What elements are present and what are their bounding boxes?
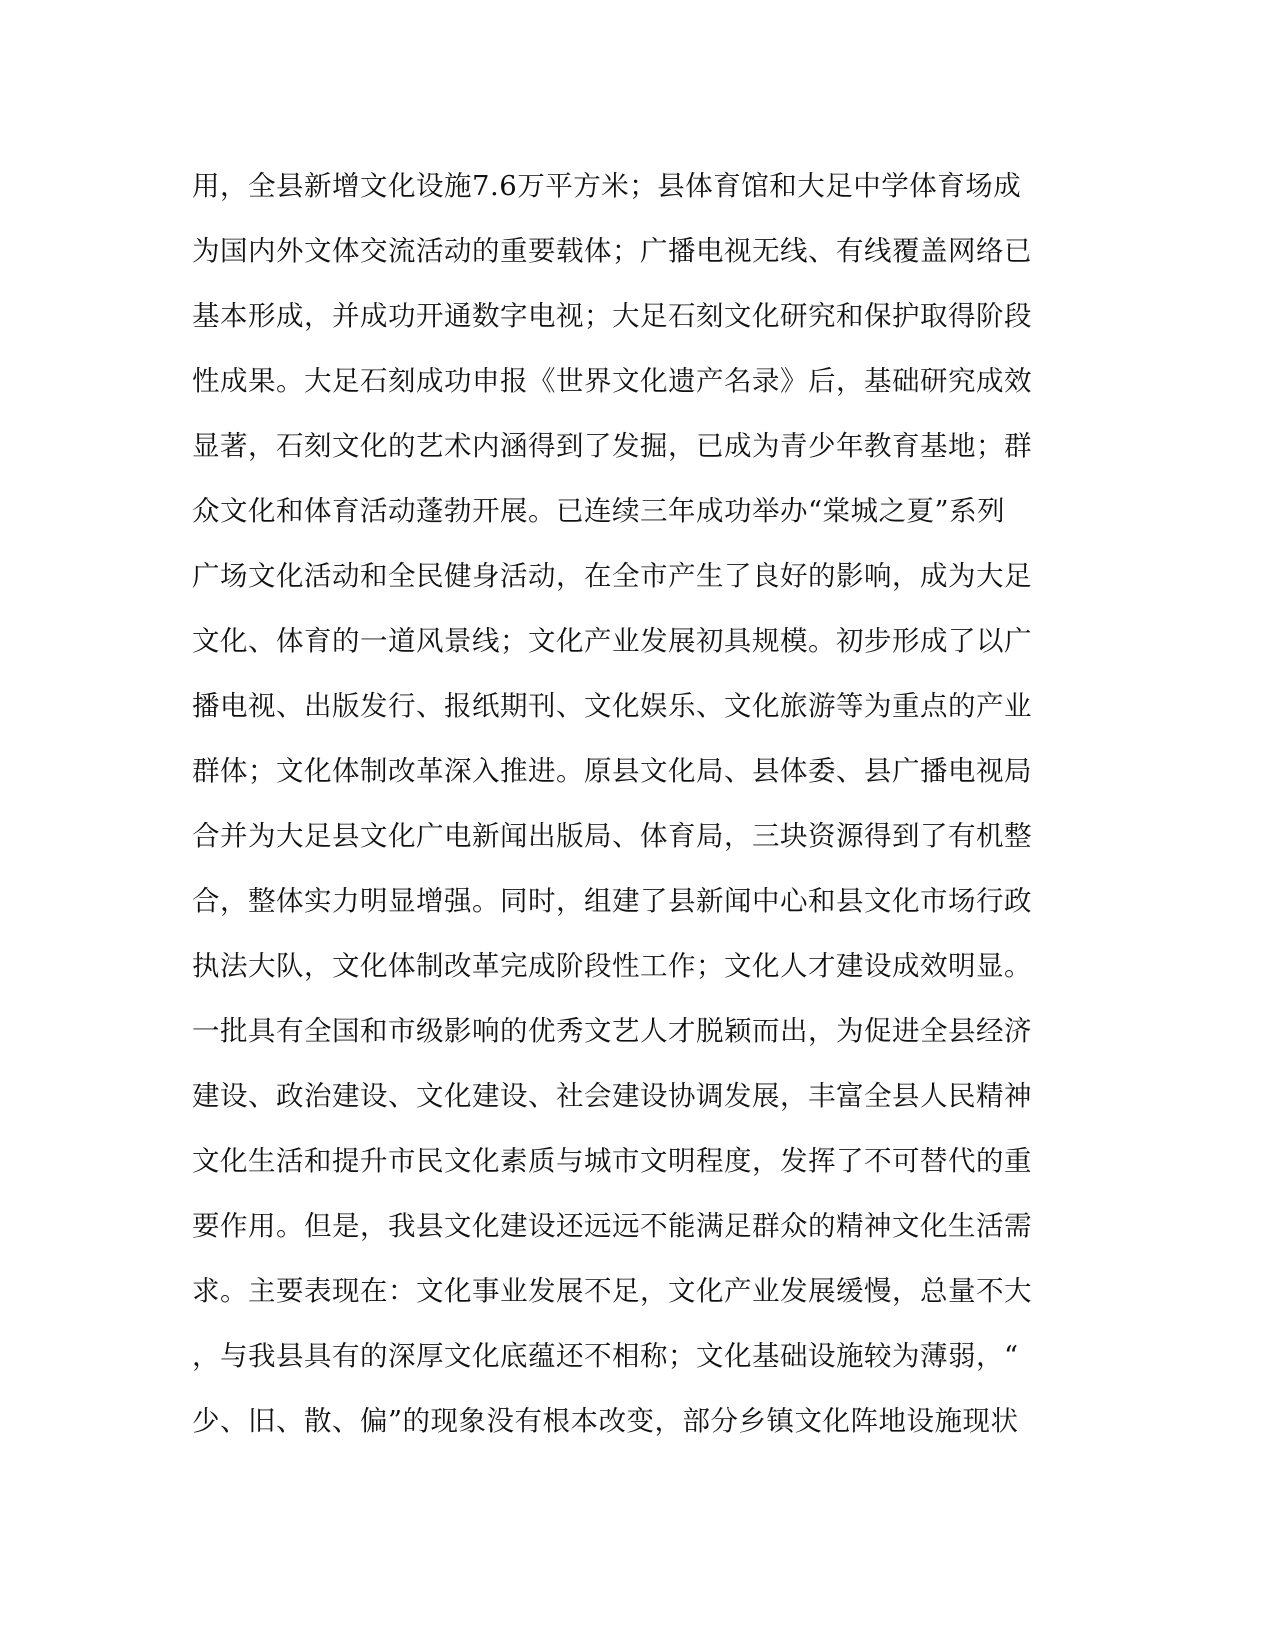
- text-line: 众文化和体育活动蓬勃开展。已连续三年成功举办“棠城之夏”系列: [192, 495, 1006, 527]
- text-line: 要作用。但是，我县文化建设还远远不能满足群众的精神文化生活需: [192, 1210, 1032, 1242]
- text-line: 广场文化活动和全民健身活动，在全市产生了良好的影响，成为大足: [192, 560, 1032, 592]
- text-line: ，与我县具有的深厚文化底蕴还不相称；文化基础设施较为薄弱，“: [192, 1340, 1019, 1372]
- text-line: 文化、体育的一道风景线；文化产业发展初具规模。初步形成了以广: [192, 625, 1032, 657]
- text-line: 一批具有全国和市级影响的优秀文艺人才脱颖而出，为促进全县经济: [192, 1015, 1032, 1047]
- text-line: 文化生活和提升市民文化素质与城市文明程度，发挥了不可替代的重: [192, 1145, 1032, 1177]
- text-line: 合并为大足县文化广电新闻出版局、体育局，三块资源得到了有机整: [192, 820, 1032, 852]
- text-line: 执法大队，文化体制改革完成阶段性工作；文化人才建设成效明显。: [192, 950, 1032, 982]
- text-line: 建设、政治建设、文化建设、社会建设协调发展，丰富全县人民精神: [192, 1080, 1032, 1112]
- text-line: 为国内外文体交流活动的重要载体；广播电视无线、有线覆盖网络已: [192, 235, 1032, 267]
- text-line: 用，全县新增文化设施7.6万平方米；县体育馆和大足中学体育场成: [192, 170, 1022, 202]
- body-paragraph: [192, 154, 1072, 1454]
- text-line: 合，整体实力明显增强。同时，组建了县新闻中心和县文化市场行政: [192, 885, 1032, 917]
- text-line: 性成果。大足石刻成功申报《世界文化遗产名录》后，基础研究成效: [192, 365, 1032, 397]
- text-line: 求。主要表现在：文化事业发展不足，文化产业发展缓慢，总量不大: [192, 1275, 1032, 1307]
- text-line: 显著，石刻文化的艺术内涵得到了发掘，已成为青少年教育基地；群: [192, 430, 1032, 462]
- text-line: 群体；文化体制改革深入推进。原县文化局、县体委、县广播电视局: [192, 755, 1032, 787]
- text-line: 播电视、出版发行、报纸期刊、文化娱乐、文化旅游等为重点的产业: [192, 690, 1032, 722]
- text-line: 基本形成，并成功开通数字电视；大足石刻文化研究和保护取得阶段: [192, 300, 1032, 332]
- text-line: 少、旧、散、偏”的现象没有根本改变，部分乡镇文化阵地设施现状: [192, 1405, 1019, 1437]
